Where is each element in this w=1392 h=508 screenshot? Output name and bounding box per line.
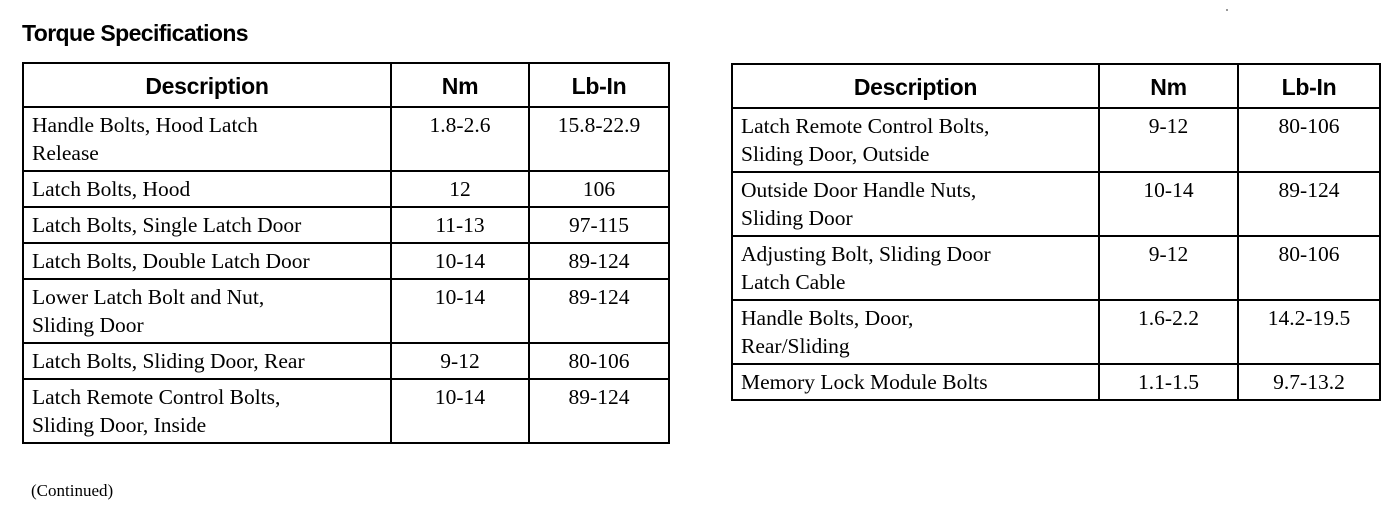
continued-note: (Continued) xyxy=(31,481,114,500)
torque-table-right xyxy=(731,63,1381,401)
lbin-cell: 14.2-19.5 xyxy=(1238,300,1380,364)
lbin-cell: 89-124 xyxy=(529,379,669,443)
column-header-description: Description xyxy=(732,64,1099,108)
table-header-row xyxy=(23,63,669,107)
lbin-cell: 80-106 xyxy=(529,343,669,379)
description-cell: Latch Bolts, Single Latch Door xyxy=(23,207,391,243)
table-row xyxy=(732,172,1380,236)
column-header-lbin: Lb-In xyxy=(529,63,669,107)
description-cell: Handle Bolts, Door, Rear/Sliding xyxy=(732,300,1099,364)
description-cell: Memory Lock Module Bolts xyxy=(732,364,1099,400)
nm-cell: 10-14 xyxy=(391,243,529,279)
column-header-description: Description xyxy=(23,63,391,107)
description-cell: Latch Remote Control Bolts, Sliding Door, Inside xyxy=(23,379,391,443)
table-row xyxy=(732,300,1380,364)
description-cell: Adjusting Bolt, Sliding Door Latch Cable xyxy=(732,236,1099,300)
lbin-cell: 9.7-13.2 xyxy=(1238,364,1380,400)
table-row xyxy=(23,107,669,171)
description-cell: Latch Bolts, Double Latch Door xyxy=(23,243,391,279)
table-row xyxy=(23,279,669,343)
nm-cell: 10-14 xyxy=(1099,172,1238,236)
table-header-row xyxy=(732,64,1380,108)
description-cell: Latch Bolts, Hood xyxy=(23,171,391,207)
description-cell: Handle Bolts, Hood Latch Release xyxy=(23,107,391,171)
nm-cell: 9-12 xyxy=(1099,236,1238,300)
table-row xyxy=(23,343,669,379)
column-header-nm: Nm xyxy=(1099,64,1238,108)
lbin-cell: 97-115 xyxy=(529,207,669,243)
table-row xyxy=(23,379,669,443)
column-header-lbin: Lb-In xyxy=(1238,64,1380,108)
description-cell: Latch Remote Control Bolts, Sliding Door, Outside xyxy=(732,108,1099,172)
nm-cell: 10-14 xyxy=(391,279,529,343)
lbin-cell: 89-124 xyxy=(1238,172,1380,236)
description-cell: Outside Door Handle Nuts, Sliding Door xyxy=(732,172,1099,236)
nm-cell: 10-14 xyxy=(391,379,529,443)
lbin-cell: 80-106 xyxy=(1238,236,1380,300)
lbin-cell: 89-124 xyxy=(529,243,669,279)
lbin-cell: 80-106 xyxy=(1238,108,1380,172)
lbin-cell: 89-124 xyxy=(529,279,669,343)
table-row xyxy=(23,207,669,243)
scan-speck xyxy=(1226,9,1228,11)
nm-cell: 1.6-2.2 xyxy=(1099,300,1238,364)
nm-cell: 1.8-2.6 xyxy=(391,107,529,171)
table-row xyxy=(23,243,669,279)
nm-cell: 9-12 xyxy=(391,343,529,379)
table-row xyxy=(732,108,1380,172)
nm-cell: 12 xyxy=(391,171,529,207)
lbin-cell: 15.8-22.9 xyxy=(529,107,669,171)
table-row xyxy=(23,171,669,207)
lbin-cell: 106 xyxy=(529,171,669,207)
page-title: Torque Specifications xyxy=(22,20,248,46)
nm-cell: 1.1-1.5 xyxy=(1099,364,1238,400)
table-row xyxy=(732,364,1380,400)
column-header-nm: Nm xyxy=(391,63,529,107)
nm-cell: 9-12 xyxy=(1099,108,1238,172)
torque-table-left xyxy=(22,62,670,444)
description-cell: Latch Bolts, Sliding Door, Rear xyxy=(23,343,391,379)
description-cell: Lower Latch Bolt and Nut, Sliding Door xyxy=(23,279,391,343)
table-row xyxy=(732,236,1380,300)
nm-cell: 11-13 xyxy=(391,207,529,243)
